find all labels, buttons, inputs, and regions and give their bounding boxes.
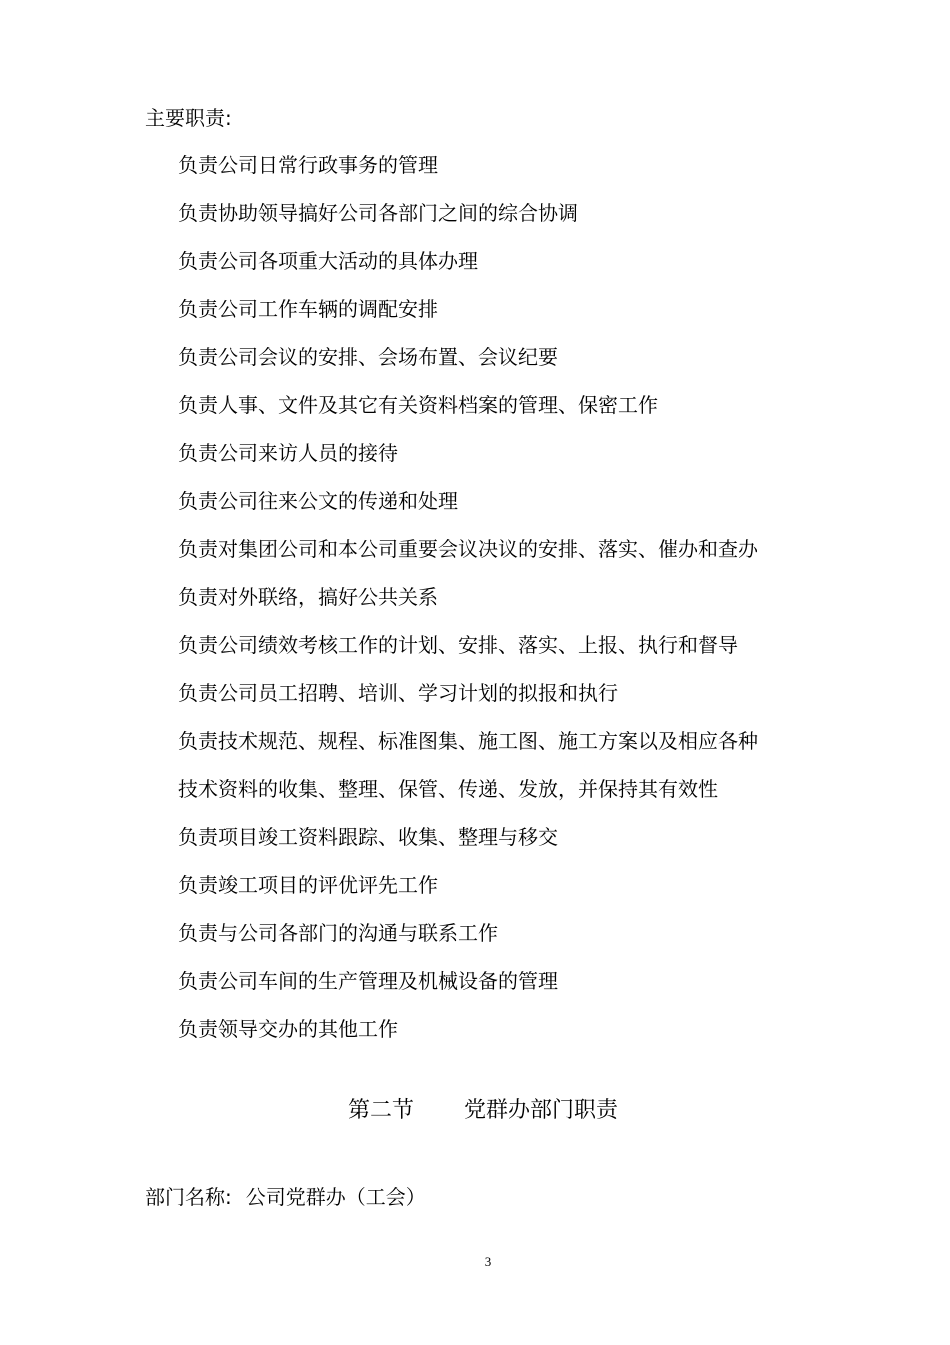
section-title (348, 1096, 618, 1126)
duty-item: 负责人事、文件及其它有关资料档案的管理、保密工作 (178, 393, 658, 417)
responsibilities-label: 主要职责: (145, 106, 232, 130)
duty-item: 负责项目竣工资料跟踪、收集、整理与移交 (178, 825, 558, 849)
duty-item: 负责公司各项重大活动的具体办理 (178, 249, 478, 273)
duty-item: 负责公司往来公文的传递和处理 (178, 489, 458, 513)
duty-item: 负责公司员工招聘、培训、学习计划的拟报和执行 (178, 681, 618, 705)
duty-item: 负责公司车间的生产管理及机械设备的管理 (178, 969, 558, 993)
duty-item: 负责公司工作车辆的调配安排 (178, 297, 438, 321)
duty-item: 负责竣工项目的评优评先工作 (178, 873, 438, 897)
duty-item: 负责公司来访人员的接待 (178, 441, 398, 465)
page-number: 3 (484, 1254, 492, 1269)
duty-item: 负责对外联络，搞好公共关系 (178, 585, 438, 609)
duty-item: 负责技术规范、规程、标准图集、施工图、施工方案以及相应各种 (178, 729, 758, 753)
duty-item: 负责协助领导搞好公司各部门之间的综合协调 (178, 201, 578, 225)
duty-list (178, 151, 758, 1063)
department-name-line (145, 1183, 426, 1211)
duty-item: 负责与公司各部门的沟通与联系工作 (178, 921, 498, 945)
duty-item: 技术资料的收集、整理、保管、传递、发放，并保持其有效性 (178, 777, 718, 801)
duty-item: 负责公司会议的安排、会场布置、会议纪要 (178, 345, 558, 369)
department-label: 部门名称: (145, 1185, 232, 1209)
section-number: 第二节 (348, 1098, 415, 1123)
duty-item: 负责领导交办的其他工作 (178, 1017, 398, 1041)
duty-item: 负责公司绩效考核工作的计划、安排、落实、上报、执行和督导 (178, 633, 738, 657)
duty-item: 负责对集团公司和本公司重要会议决议的安排、落实、催办和查办 (178, 537, 758, 561)
department-value: 公司党群办（工会） (245, 1185, 426, 1209)
section-title-text: 党群办部门职责 (464, 1098, 619, 1123)
duty-item: 负责公司日常行政事务的管理 (178, 153, 438, 177)
